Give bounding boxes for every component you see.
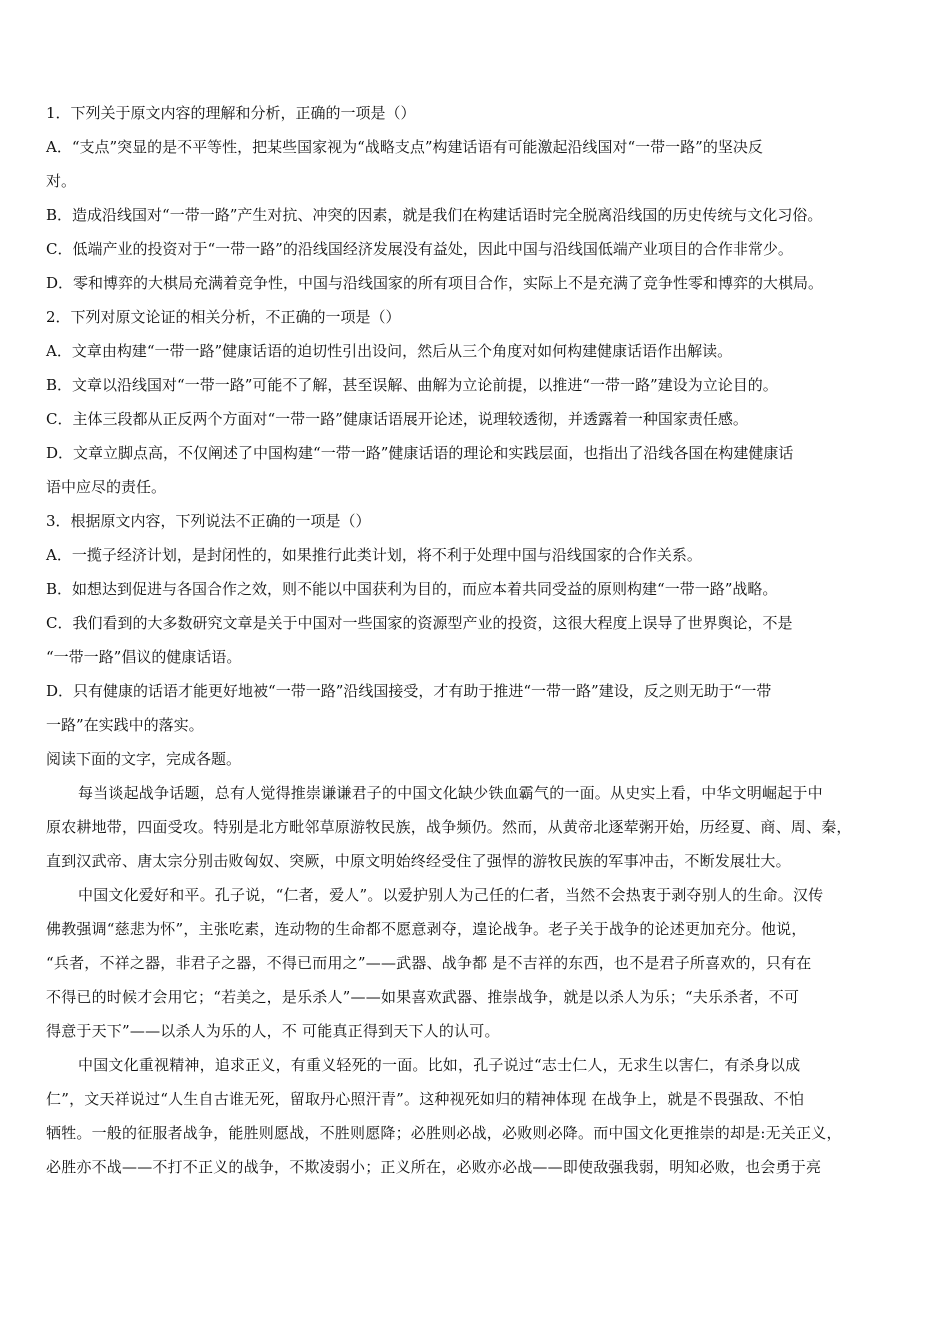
passage-line: 直到汉武帝、唐太宗分别击败匈奴、突厥，中原文明始终经受住了强悍的游牧民族的军事冲击，不断发展壮大。 [46, 852, 791, 870]
question-2-option-d-cont: 语中应尽的责任。 [46, 478, 167, 496]
passage-line: 不得已的时候才会用它；“若美之，是乐杀人”——如果喜欢武器、推崇战争，就是以杀人为乐；“夫乐杀者，不可 [46, 988, 800, 1006]
question-1-option-a-cont: 对。 [46, 172, 77, 190]
question-3-stem: 3．根据原文内容，下列说法不正确的一项是（） [46, 512, 371, 530]
question-1-option-a: A．“支点”突显的是不平等性，把某些国家视为“战略支点”构建话语有可能激起沿线国对“一带一路”的坚决反 [46, 138, 763, 156]
passage-line: 原农耕地带，四面受攻。特别是北方毗邻草原游牧民族，战争频仍。然而，从黄帝北逐荤粥开始，历经夏、商、周、秦， [46, 818, 852, 836]
question-1-stem: 1．下列关于原文内容的理解和分析，正确的一项是（） [46, 104, 416, 122]
passage-line: 牺牲。一般的征服者战争，能胜则愿战，不胜则愿降；必胜则必战，必败则必降。而中国文化更推崇的却是:无关正义， [46, 1124, 842, 1142]
question-2-option-c: C．主体三段都从正反两个方面对“一带一路”健康话语展开论述，说理较透彻，并透露着一种国家责任感。 [46, 410, 748, 428]
question-3-option-d-cont: 一路”在实践中的落实。 [46, 716, 204, 734]
question-2-stem: 2．下列对原文论证的相关分析，不正确的一项是（） [46, 308, 401, 326]
reading-intro: 阅读下面的文字，完成各题。 [46, 750, 242, 768]
passage-line: 每当谈起战争话题，总有人觉得推崇谦谦君子的中国文化缺少铁血霸气的一面。从史实上看，中华文明崛起于中 [78, 784, 823, 802]
question-1-option-d: D．零和博弈的大棋局充满着竞争性，中国与沿线国家的所有项目合作，实际上不是充满了竞争性零和博弈的大棋局。 [46, 274, 824, 292]
passage-line: 仁”，文天祥说过“人生自古谁无死，留取丹心照汗青”。这种视死如归的精神体现 在战争上，就是不畏强敌、不怕 [46, 1090, 805, 1108]
question-3-option-d: D．只有健康的话语才能更好地被“一带一路”沿线国接受，才有助于推进“一带一路”建设，反之则无助于“一带 [46, 682, 772, 700]
question-3-option-b: B．如想达到促进与各国合作之效，则不能以中国获利为目的，而应本着共同受益的原则构建“一带一路”战略。 [46, 580, 778, 598]
passage-line: 中国文化爱好和平。孔子说，“仁者，爱人”。以爱护别人为己任的仁者，当然不会热衷于剥夺别人的生命。汉传 [78, 886, 824, 904]
question-3-option-a: A．一揽子经济计划，是封闭性的，如果推行此类计划，将不利于处理中国与沿线国家的合作关系。 [46, 546, 702, 564]
question-1-option-c: C．低端产业的投资对于“一带一路”的沿线国经济发展没有益处，因此中国与沿线国低端产业项目的合作非常少。 [46, 240, 793, 258]
passage-line: 中国文化重视精神，追求正义，有重义轻死的一面。比如，孔子说过“志士仁人，无求生以害仁，有杀身以成 [78, 1056, 801, 1074]
question-2-option-b: B．文章以沿线国对“一带一路”可能不了解，甚至误解、曲解为立论前提，以推进“一带一路”建设为立论目的。 [46, 376, 778, 394]
question-2-option-a: A．文章由构建“一带一路”健康话语的迫切性引出设问，然后从三个角度对如何构建健康话语作出解读。 [46, 342, 733, 360]
question-1-option-b: B．造成沿线国对“一带一路”产生对抗、冲突的因素，就是我们在构建话语时完全脱离沿线国的历史传统与文化习俗。 [46, 206, 823, 224]
document-page [46, 96, 908, 1184]
passage-line: 佛教强调“慈悲为怀”，主张吃素，连动物的生命都不愿意剥夺，遑论战争。老子关于战争的论述更加充分。他说， [46, 920, 807, 938]
passage-line: 得意于天下”——以杀人为乐的人，不 可能真正得到天下人的认可。 [46, 1022, 500, 1040]
passage-line: 必胜亦不战——不打不正义的战争，不欺凌弱小；正义所在，必败亦必战——即使敌强我弱，明知必败，也会勇于亮 [46, 1158, 822, 1176]
question-2-option-d: D．文章立脚点高，不仅阐述了中国构建“一带一路”健康话语的理论和实践层面，也指出了沿线各国在构建健康话 [46, 444, 794, 462]
question-3-option-c: C．我们看到的大多数研究文章是关于中国对一些国家的资源型产业的投资，这很大程度上误导了世界舆论，不是 [46, 614, 793, 632]
passage-line: “兵者，不祥之器，非君子之器，不得已而用之”——武器、战争都 是不吉祥的东西，也不是君子所喜欢的，只有在 [46, 954, 812, 972]
question-3-option-c-cont: “一带一路”倡议的健康话语。 [46, 648, 242, 666]
